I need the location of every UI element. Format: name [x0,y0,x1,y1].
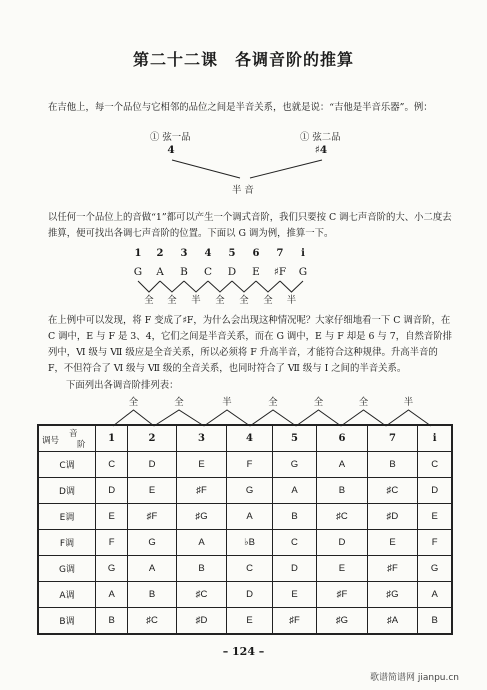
page-number: – 124 – [222,645,265,658]
scale-degree: i [301,248,305,259]
step-label: 半 [286,295,297,306]
note-cell: F [227,452,272,478]
note-cell: G [272,452,316,478]
table-step-label: 全 [313,397,324,408]
note-cell: A [418,582,452,608]
note-cell: F [418,530,452,556]
note-cell: E [272,582,316,608]
step-label: 全 [263,295,273,306]
scale-note: B [180,266,188,278]
note-cell: C [227,556,272,582]
string1-fret2-label: ① 弦二品 [300,132,341,143]
key-label: E调 [38,504,96,530]
note-cell: ♭B [227,530,272,556]
step-label: 全 [239,295,249,306]
degree-header: 2 [128,425,177,452]
scale-degree: 6 [252,248,260,259]
degree-header: 5 [272,425,316,452]
table-step-label: 半 [403,397,414,408]
scale-degree: 7 [276,248,284,259]
scale-table [37,424,453,635]
note-cell: ♯C [367,478,418,504]
note-cell: ♯F [317,582,368,608]
note-cell: A [317,452,368,478]
note-cell: B [272,504,316,530]
note-cell: A [96,582,128,608]
note-cell: A [272,478,316,504]
table-row [38,452,452,478]
scale-degree: 4 [204,248,212,259]
note-cell: D [96,478,128,504]
note-cell: ♯G [367,582,418,608]
degree-header: i [418,425,452,452]
table-row [38,556,452,582]
table-step-label: 全 [268,397,278,408]
note-cell: B [317,478,368,504]
note-cell: ♯C [176,582,227,608]
scale-note: G [298,266,308,278]
scale-degree: 1 [134,248,142,259]
lesson-title: 第二十二课 各调音阶的推算 [132,50,354,69]
note-cell: G [418,556,452,582]
note-4: 4 [167,144,175,156]
scale-note: E [252,266,260,278]
note-cell: E [96,504,128,530]
note-cell: B [367,452,418,478]
note-cell: ♯D [367,504,418,530]
step-label: 全 [215,295,225,306]
table-row [38,478,452,504]
semitone-label: 半 音 [232,185,254,196]
note-cell: ♯G [176,504,227,530]
table-row [38,504,452,530]
note-cell: ♯A [367,608,418,635]
degree-header: 1 [96,425,128,452]
degree-header: 4 [227,425,272,452]
key-label: A调 [38,582,96,608]
note-cell: G [96,556,128,582]
explanation-paragraph: 在上例中可以发现，将 F 变成了♯F，为什么会出现这种情况呢？大家仔细地看一下 C 调音阶，在 C 调中，E 与 F 是 3、4，它们之间是半音关系，而在 G 调中，E 与 F 却是 6 与 7，自然音阶排列中，Ⅵ 级与 Ⅶ 级应是全音关系，所以必须将 F 升高半音，才能符合这种规律。升高半音的 F，不但符合了 Ⅵ 级与 Ⅶ 级的全音关系，也同时符合了 Ⅶ 级与 Ⅰ 之间的半音关系。 [48,315,452,374]
note-cell: E [418,504,452,530]
table-step-label: 全 [128,397,139,408]
step-connector [184,281,208,292]
header-diaohao: 调号 [42,436,60,446]
note-cell: ♯F [128,504,177,530]
table-row [38,608,452,635]
note-cell: D [227,582,272,608]
note-cell: C [272,530,316,556]
step-connector [138,281,160,292]
scale-note: D [227,266,237,278]
key-label: G调 [38,556,96,582]
note-cell: D [272,556,316,582]
key-label: C调 [38,452,96,478]
scale-note: G [133,266,143,278]
note-cell: ♯G [317,608,368,635]
degree-header: 6 [317,425,368,452]
note-cell: E [317,556,368,582]
note-cell: G [227,478,272,504]
note-cell: B [418,608,452,635]
table-step-label: 半 [222,397,232,408]
note-cell: ♯C [317,504,368,530]
note-cell: A [128,556,177,582]
header-jie: 阶 [77,440,86,450]
note-cell: ♯C [128,608,177,635]
degree-header: 7 [367,425,418,452]
scale-degree: 3 [180,248,188,259]
header-corner [38,425,96,452]
scale-note: ♯F [273,266,287,278]
step-label: 全 [167,295,177,306]
method-paragraph: 以任何一个品位上的音做“1”都可以产生一个调式音阶，我们只要按 C 调七声音阶的大、小二度去推算，便可找出各调七声音阶的位置。下面以 G 调为例，推算一下。 [48,212,452,239]
watermark: 歌谱简谱网 jianpu.cn [370,673,460,683]
step-connector [160,281,184,292]
note-cell: B [128,582,177,608]
table-row [38,530,452,556]
table-step-label: 全 [358,397,369,408]
key-label: D调 [38,478,96,504]
note-cell: E [176,452,227,478]
note-cell: F [96,530,128,556]
intro-paragraph: 在吉他上，每一个品位与它相邻的品位之间是半音关系，也就是说：“吉他是半音乐器”。例： [48,102,433,113]
degree-header: 3 [176,425,227,452]
note-cell: C [418,452,452,478]
scale-degree: 2 [156,248,164,259]
table-row [38,582,452,608]
note-cell: A [227,504,272,530]
note-cell: A [176,530,227,556]
note-cell: E [128,478,177,504]
step-connector [256,281,280,292]
note-cell: E [367,530,418,556]
note-sharp-4: ♯4 [314,144,328,156]
note-cell: ♯F [272,608,316,635]
scale-degree: 5 [228,248,236,259]
step-connector [208,281,232,292]
note-cell: ♯F [176,478,227,504]
note-cell: ♯F [367,556,418,582]
step-label: 半 [191,295,201,306]
note-cell: B [176,556,227,582]
note-cell: G [128,530,177,556]
note-cell: D [418,478,452,504]
step-label: 全 [144,295,154,306]
note-cell: E [227,608,272,635]
table-header-row [38,425,452,452]
scale-note: C [203,266,213,278]
table-intro: 下面列出各调音阶排列表： [66,380,179,391]
string1-fret1-label: ① 弦一品 [150,132,191,143]
step-connector [232,281,256,292]
note-cell: D [317,530,368,556]
scale-note: A [156,266,164,278]
header-yin: 音 [69,429,78,439]
step-connector [280,281,303,292]
key-label: B调 [38,608,96,635]
note-cell: D [128,452,177,478]
note-cell: ♯D [176,608,227,635]
key-label: F调 [38,530,96,556]
note-cell: C [96,452,128,478]
note-cell: B [96,608,128,635]
table-step-label: 全 [174,397,184,408]
